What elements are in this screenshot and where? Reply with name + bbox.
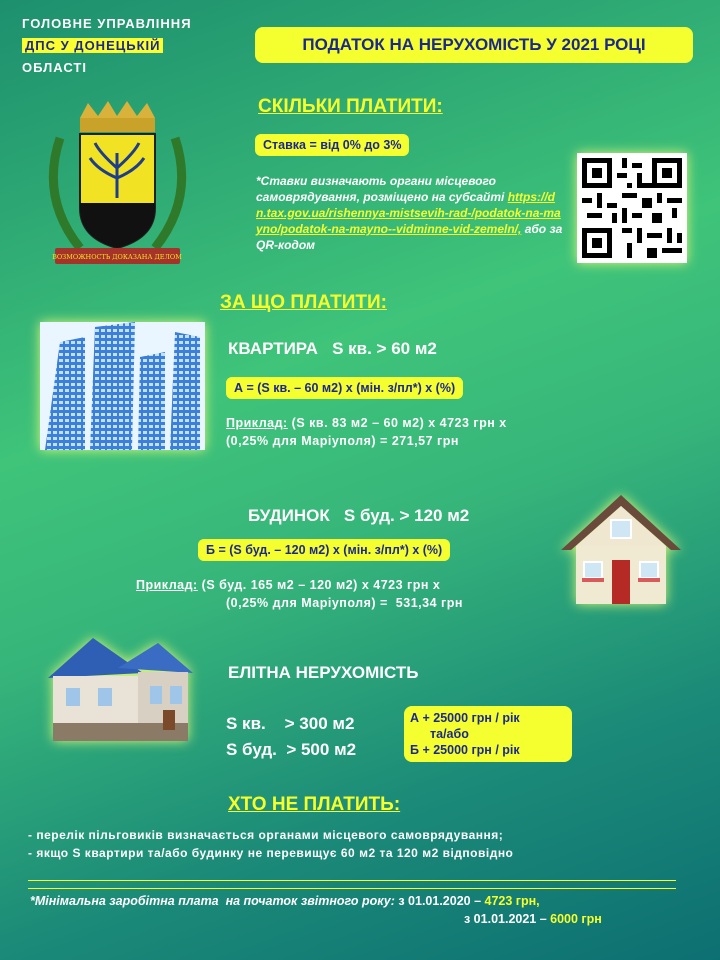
rates-note-text: *Ставки визначають органи місцевого самоврядування, розміщено на субсайті [256, 174, 505, 204]
house-example-label: Приклад: [136, 578, 198, 592]
org-line-3: ОБЛАСТІ [22, 60, 87, 75]
apartment-example-line-1: (S кв. 83 м2 – 60 м2) х 4723 грн х [287, 416, 507, 430]
footer-date-1: з 01.01.2020 – [394, 894, 485, 908]
elite-surcharge-or: та/або [430, 727, 469, 741]
exempt-item-1: - перелік пільговиків визначається органами місцевого самоврядування; [28, 828, 504, 842]
house-example-line-2: (0,25% для Маріуполя) = 531,34 грн [226, 596, 463, 610]
footer-divider-bottom [28, 888, 676, 889]
elite-surcharge-box [404, 706, 572, 762]
house-example-line-1: (S буд. 165 м2 – 120 м2) х 4723 грн х [197, 578, 441, 592]
elite-surcharge-apartment: А + 25000 грн / рік [410, 711, 520, 725]
house-title: БУДИНОК S буд. > 120 м2 [248, 506, 470, 525]
elite-title: ЕЛІТНА НЕРУХОМІСТЬ [228, 663, 419, 682]
subsite-link[interactable]: https://dn.tax.gov.ua/rishennya-mistsevih-rad-/podatok-na-mayno/podatok-na-mayno--vidminne-vid-zemeln/, [256, 190, 561, 236]
rates-note-tail: або за QR-кодом [256, 222, 563, 252]
footer-min-wage-line-2 [464, 912, 602, 926]
rate-pill: Ставка = від 0% до 3% [255, 134, 409, 156]
apartment-example-line-2: (0,25% для Маріуполя) = 271,57 грн [226, 434, 459, 448]
how-much-heading: СКІЛЬКИ ПЛАТИТИ: [258, 96, 443, 117]
house-icon [556, 490, 686, 610]
footer-value-2: 6000 грн [550, 912, 602, 926]
coat-of-arms-icon [40, 98, 195, 273]
exempt-item-2: - якщо S квартири та/або будинку не перевищує 60 м2 та 120 м2 відповідно [28, 846, 514, 860]
apartment-example-label: Приклад: [226, 416, 288, 430]
apartment-formula: А = (S кв. – 60 м2) х (мін. з/пл*) х (%) [226, 377, 463, 399]
villa-icon [38, 628, 198, 748]
what-for-heading: ЗА ЩО ПЛАТИТИ: [220, 292, 387, 313]
footer-label: *Мінімальна заробітна плата на початок звітного року: [30, 894, 395, 908]
exempt-heading: ХТО НЕ ПЛАТИТЬ: [228, 794, 401, 815]
footer-date-2: з 01.01.2021 – [464, 912, 551, 926]
org-line-2 [22, 38, 163, 53]
apartment-example [226, 414, 507, 450]
footer-divider-top [28, 880, 676, 881]
page-title: ПОДАТОК НА НЕРУХОМІСТЬ У 2021 РОЦІ [255, 27, 693, 63]
house-formula: Б = (S буд. – 120 м2) х (мін. з/пл*) х (%) [198, 539, 450, 561]
apartment-buildings-icon [40, 322, 205, 450]
org-highlight: ДПС У ДОНЕЦЬКІЙ [22, 38, 163, 53]
elite-surcharge-house: Б + 25000 грн / рік [410, 743, 520, 757]
house-example [136, 576, 463, 612]
rates-note [256, 173, 564, 253]
footer-min-wage-line-1 [30, 894, 540, 908]
elite-house-threshold: S буд. > 500 м2 [226, 740, 357, 759]
footer-value-1: 4723 грн, [484, 894, 540, 908]
elite-apartment-threshold: S кв. > 300 м2 [226, 714, 355, 733]
apartment-title: КВАРТИРА S кв. > 60 м2 [228, 339, 437, 358]
org-line-1: ГОЛОВНЕ УПРАВЛІННЯ [22, 16, 192, 31]
emblem-motto: ВОЗМОЖНОСТЬ ДОКАЗАНА ДЕЛОМ [52, 253, 182, 261]
qr-code-icon[interactable] [577, 152, 687, 264]
